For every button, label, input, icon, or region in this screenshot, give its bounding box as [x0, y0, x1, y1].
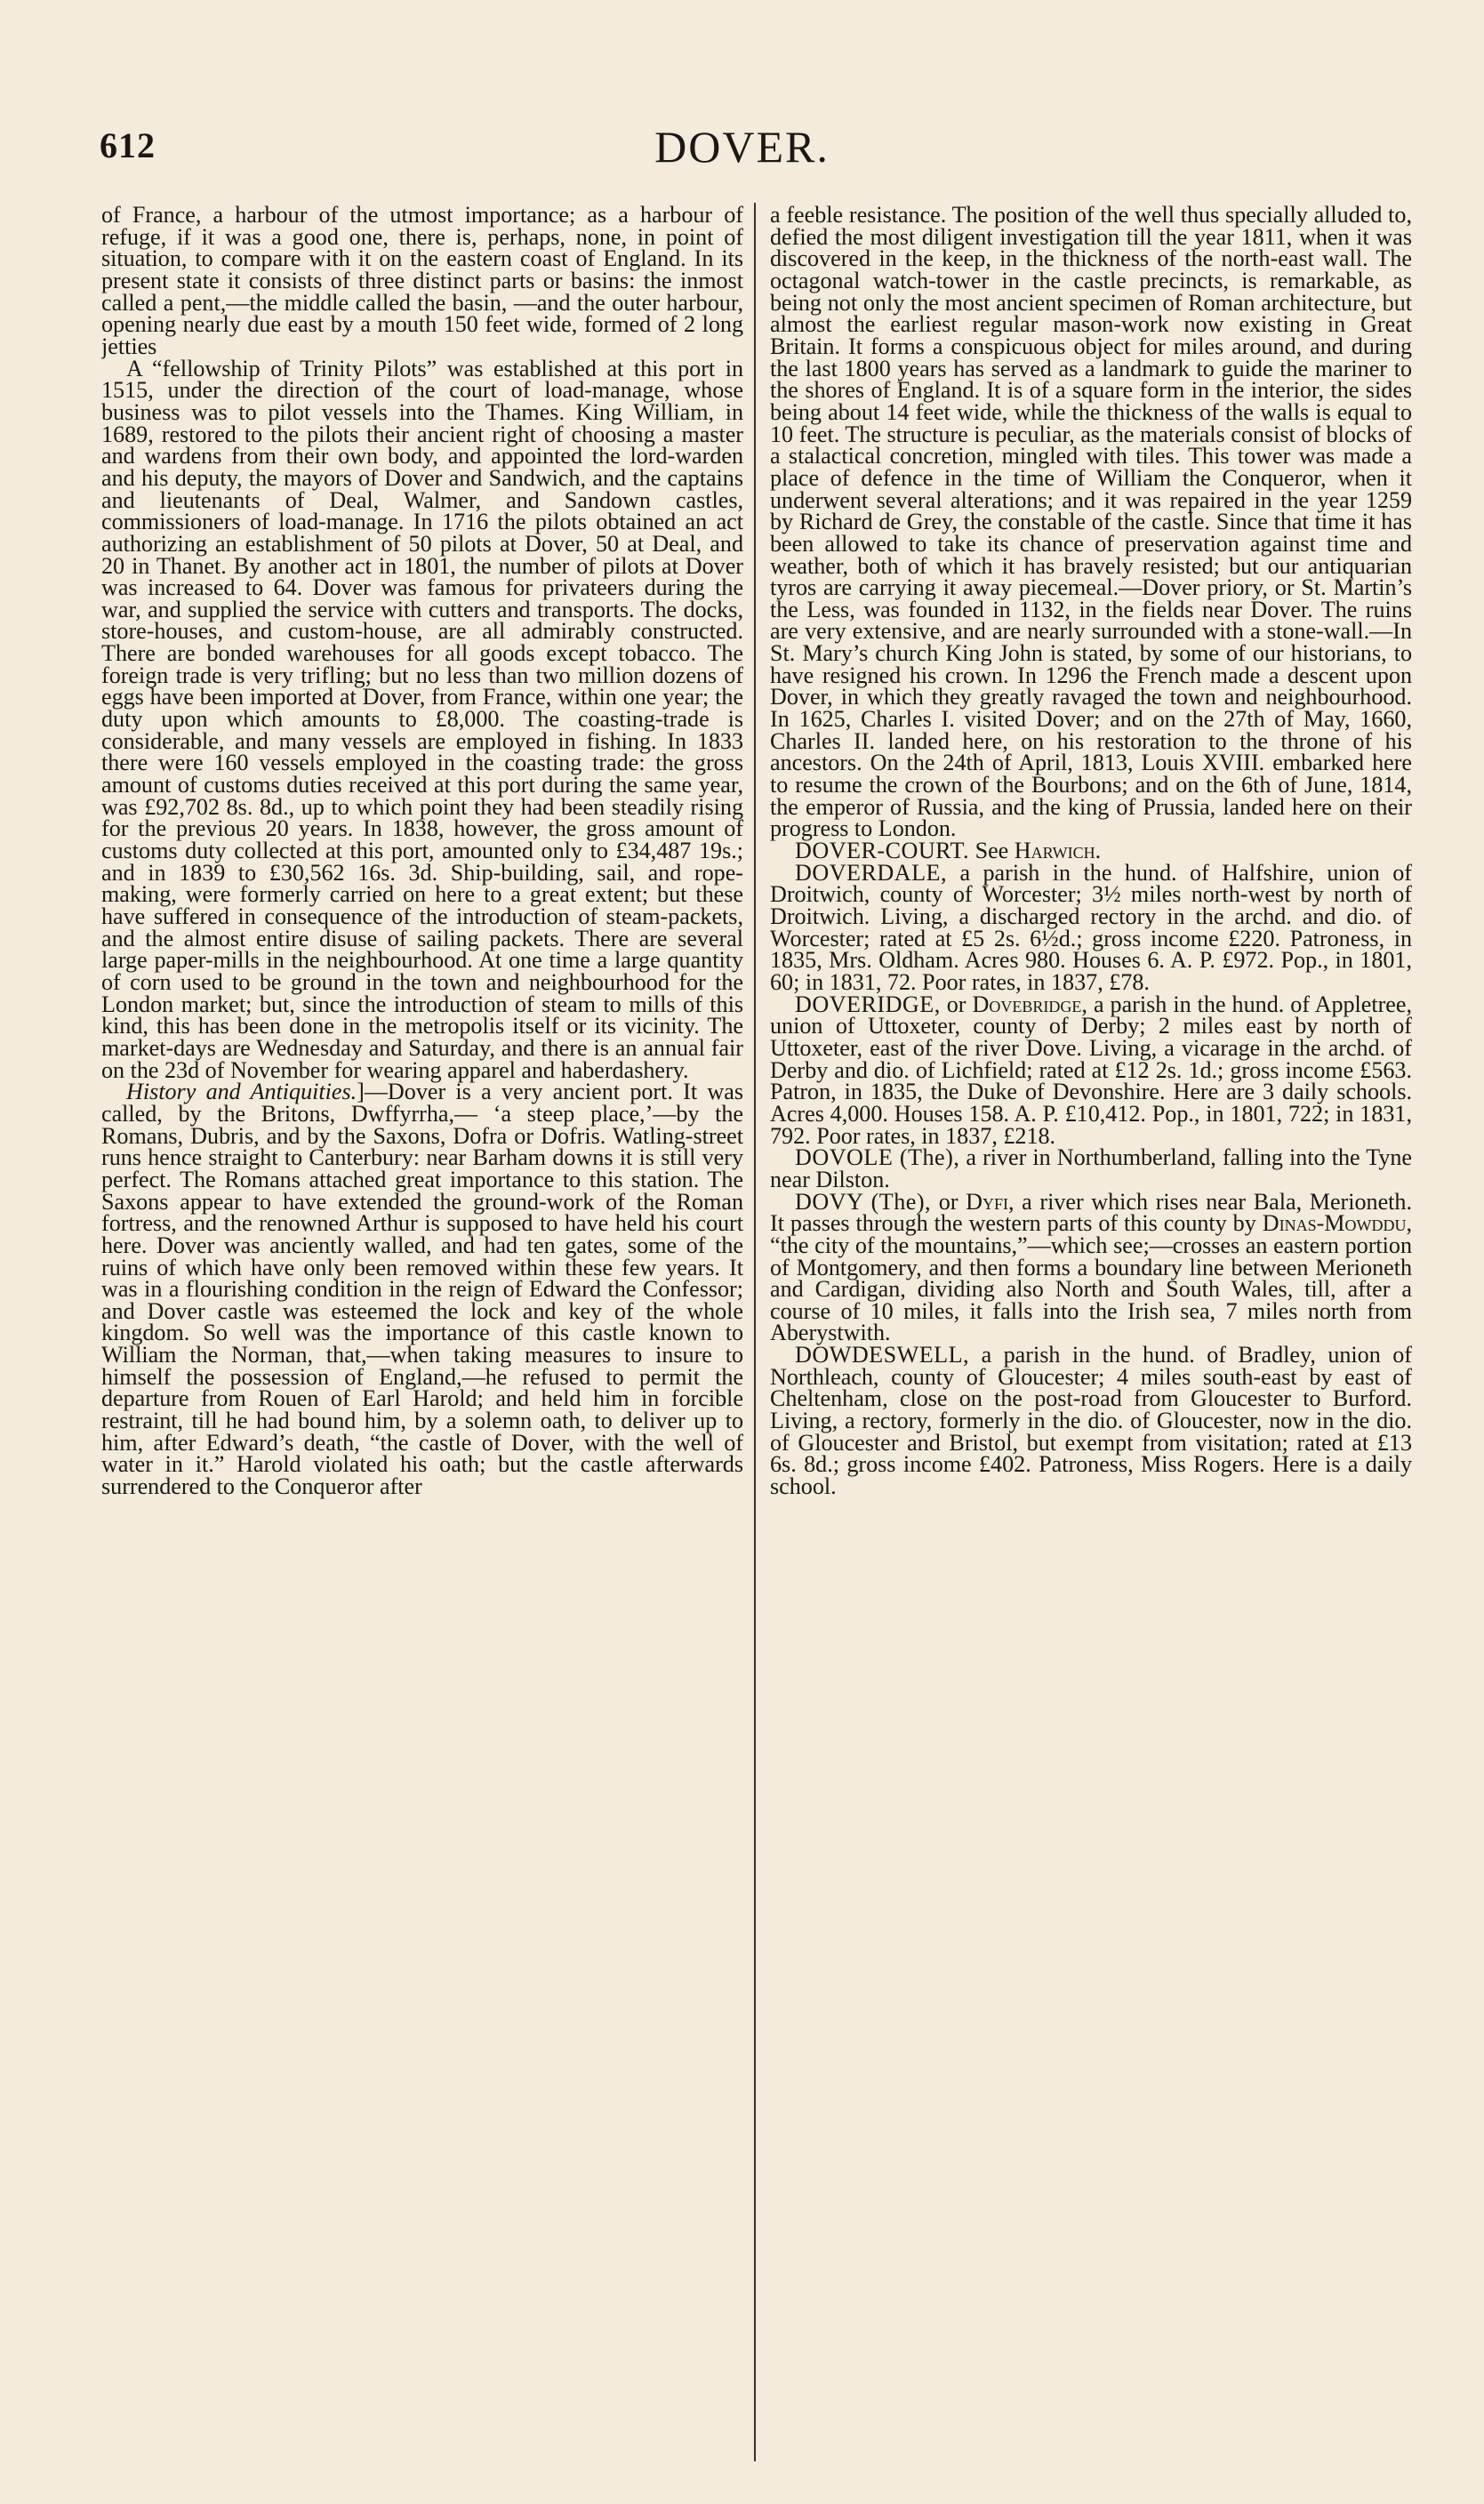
pilots-trade-paragraph: A “fellowship of Trinity Pilots” was established at this port in 1515, under the direction of the court of load-manage, whose business was to pilot vessels into the Thames. King William, in 1689, restored to the pilots their ancient right of choosing a master and wardens from their own body, and appointed the lord-warden and his deputy, the mayors of Dover and Sandwich, and the captains and lieutenants of Deal, Walmer, and Sandown castles, commissioners of load-manage. In 1716 the pilots obtained an act authorizing an establishment of 50 pilots at Dover, 50 at Deal, and 20 in Thanet. By another act in 1801, the number of pilots at Dover was increased to 64. Dover was famous for privateers during the war, and supplied the service with cutters and transports. The docks, store-houses, and custom-house, are all admirably constructed. There are bonded warehouses for all goods except tobacco. The foreign trade is very trifling; but no less than two million dozens of eggs have been imported at Dover, from France, within one year; the duty upon which amounts to £8,000. The coasting-trade is considerable, and many vessels are employed in fishing. In 1833 there were 160 vessels employed in the coasting trade: the gross amount of customs duties received at this port during the same year, was £92,702 8s. 8d., up to which point they had been steadily rising for the previous 20 years. In 1838, however, the gross amount of customs duty collected at this port, amounted only to £34,487 19s.; and in 1839 to £30,562 16s. 3d. Ship-building, sail, and rope-making, were formerly carried on here to a great extent; but these have suffered in consequence of the introduction of steam-packets, and the almost entire disuse of sailing packets. There are several large paper-mills in the neighbourhood. At one time a large quantity of corn used to be ground in the town and neighbourhood for the London market; but, since the introduction of steam to mills of this kind, this has been done in the metropolis itself or its vicinity. The market-days are Wednesday and Saturday, and there is an annual fair on the 23d of November for wearing apparel and haberdashery.	[101, 355, 743, 1083]
history-text: ]—Dover is a very ancient port. It was called, by the Britons, Dwffyrrha,— ‘a steep place,’—by the Romans, Dubris, and by the Saxons, Dofra or Dofris. Watling-street runs hence straight to Canterbury: near Barham downs it is still very perfect. The Romans attached great importance to this station. The Saxons appear to have extended the ground-work of the Roman fortress, and the renowned Arthur is supposed to have held his court here. Dover was anciently walled, and had ten gates, some of the ruins of which have only been removed within these few years. It was in a flourishing condition in the reign of Edward the Confessor; and Dover castle was esteemed the lock and key of the whole kingdom. So well was the importance of this castle known to William the Norman, that,—when taking measures to insure to himself the possession of England,—he refused to permit the departure from Rouen of Earl Harold; and held him in forcible restraint, till he had bound him, by a solemn oath, to deliver up to him, after Edward’s death, “the castle of Dover, with the well of water in it.” Harold violated his oath; but the castle afterwards surrendered to the Conqueror after	[101, 1079, 743, 1500]
cross-reference: Harwich.	[1014, 838, 1102, 864]
entry-or-text: or	[938, 1188, 959, 1215]
entry-text-continued: “the city of the mountains,”—which see;—crosses an eastern portion of Montgomery, and then forms a boundary line between Merioneth and Cardigan, dividing also North and South Wales, till, after a course of 10 miles, it falls into the Irish sea, 7 miles north from Aberystwith.	[770, 1232, 1412, 1346]
entry-heading: DOVOLE (The),	[795, 1144, 960, 1171]
entry-dowdeswell	[770, 1344, 1412, 1498]
left-column	[101, 205, 743, 2472]
entry-text: a parish in the hund. of Appletree, union of Uttoxeter, county of Derby; 2 miles east by north of Uttoxeter, east of the river Dove. Living, a vicarage in the archd. of Derby and dio. of Lichfield; rated at £12 2s. 1d.; gross income £563. Patron, in 1835, the Duke of Devonshire. Here are 3 daily schools. Acres 4,000. Houses 158. A. P. £10,412. Pop., in 1801, 722; in 1831, 792. Poor rates, in 1837, £218.	[770, 991, 1412, 1149]
cross-reference: Dinas-Mowddu,	[1262, 1210, 1412, 1237]
history-paragraph	[101, 1079, 743, 1500]
column-divider	[754, 203, 756, 2461]
history-heading: History and Antiquities.	[126, 1079, 357, 1105]
entry-text: a parish in the hund. of Halfshire, union of Droitwich, county of Worcester; 3½ miles north-west by north of Droitwich. Living, a discharged rectory in the archd. and dio. of Worcester; rated at £5 2s. 6½d.; gross income £220. Patroness, in 1835, Mrs. Oldham. Acres 980. Houses 6. A. P. £972. Pop., in 1801, 60; in 1831, 72. Poor rates, in 1837, £78.	[770, 859, 1412, 995]
entry-doveridge	[770, 991, 1412, 1149]
castle-paragraph: a feeble resistance. The position of the well thus specially alluded to, defied the most diligent investigation till the year 1811, when it was discovered in the keep, in the thickness of the north-east wall. The octagonal watch-tower in the castle precincts, is remarkable, as being not only the most ancient specimen of Roman architecture, but almost the earliest regular mason-work now existing in Great Britain. It forms a conspicuous object for miles around, and during the last 1800 years has served as a landmark to guide the mariner to the shores of England. It is of a square form in the interior, the sides being about 14 feet wide, while the thickness of the walls is equal to 10 feet. The structure is peculiar, as the materials consist of blocks of a stalactical concretion, mingled with tiles. This tower was made a place of defence in the time of William the Conqueror, when it underwent several alterations; and it was repaired in the year 1259 by Richard de Grey, the constable of the castle. Since that time it has been allowed to take its chance of preservation against time and weather, both of which it has bravely resisted; but our antiquarian tyros are carrying it away piecemeal.—Dover priory, or St. Martin’s the Less, was founded in 1132, in the fields near Dover. The ruins are very extensive, and are nearly surrounded with a stone-wall.—In St. Mary’s church King John is stated, by some of our historians, to have resigned his crown. In 1296 the French made a descent upon Dover, in which they greatly ravaged the town and neighbourhood. In 1625, Charles I. visited Dover; and on the 27th of May, 1660, Charles II. landed here, on his restoration to the throne of his ancestors. On the 24th of April, 1813, Louis XVIII. embarked here to resume the crown of the Bourbons; and on the 6th of June, 1814, the emperor of Russia, and the king of Prussia, landed here on their progress to London.	[770, 205, 1412, 842]
entry-heading: DOVERIDGE,	[795, 991, 941, 1017]
harbour-paragraph: of France, a harbour of the utmost importance; as a harbour of refuge, if it was a good one, there is, perhaps, none, in point of situation, to compare with it on the eastern coast of England. In its present state it consists of three distinct parts or basins: the inmost called a pent,—the middle called the basin, —and the outer harbour, opening nearly due east by a mouth 150 feet wide, formed of 2 long jetties	[101, 205, 743, 359]
right-column	[770, 205, 1412, 2472]
entry-heading: DOVERDALE,	[795, 859, 947, 886]
entry-or-text: or	[946, 991, 967, 1017]
entry-text: a river which rises near Bala, Merioneth. It passes through the western parts of this county by	[770, 1188, 1412, 1237]
entry-doverdale	[770, 859, 1412, 995]
entry-text: a parish in the hund. of Bradley, union of Northleach, county of Gloucester; 4 miles south-east by east of Cheltenham, close on the post-road from Gloucester to Burford. Living, a rectory, formerly in the dio. of Gloucester, now in the dio. of Gloucester and Bristol, but exempt from visitation; rated at £13 6s. 8d.; gross income £402. Patroness, Miss Rogers. Here is a daily school.	[770, 1342, 1412, 1500]
entry-alt-name: Dyfi,	[966, 1188, 1015, 1215]
entry-text: a river in Northumberland, falling into the Tyne near Dilston.	[770, 1144, 1412, 1192]
entry-see-text: See	[975, 838, 1009, 864]
entry-dovy	[770, 1188, 1412, 1346]
entry-alt-name: Dovebridge,	[972, 991, 1087, 1017]
page-number: 612	[100, 125, 156, 165]
entry-heading: DOVY (The),	[795, 1188, 932, 1215]
entry-dovole	[770, 1144, 1412, 1192]
entry-heading: DOWDESWELL,	[795, 1342, 970, 1368]
page-title: DOVER.	[654, 122, 830, 172]
entry-heading: DOVER-COURT.	[795, 838, 970, 864]
